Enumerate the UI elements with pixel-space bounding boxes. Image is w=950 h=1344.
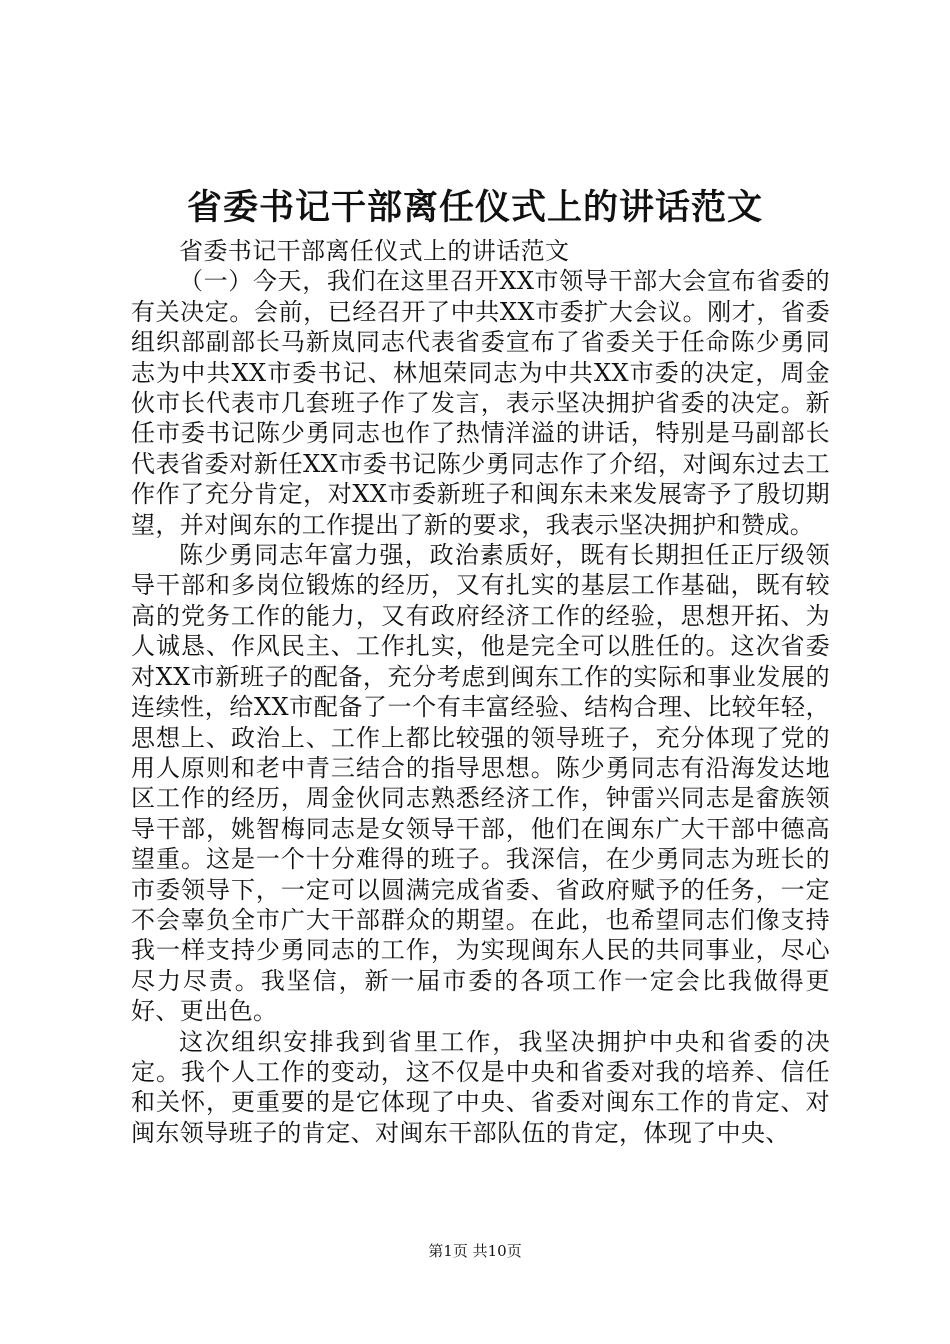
paragraph-subtitle: 省委书记干部离任仪式上的讲话范文 (179, 237, 570, 265)
document-body (131, 236, 830, 1148)
paragraph-3: 这次组织安排我到省里工作，我坚决拥护中央和省委的决定。我个人工作的变动，这不仅是中央和省委对我的培养、信任和关怀，更重要的是它体现了中央、省委对闽东工作的肯定、对闽东领导班子的肯定、对闽东干部队伍的肯定，体现了中央、 (131, 1027, 830, 1147)
paragraph-1: （一）今天，我们在这里召开XX市领导干部大会宣布省委的有关决定。会前，已经召开了中共XX市委扩大会议。刚才，省委组织部副部长马新岚同志代表省委宣布了省委关于任命陈少勇同志为中共XX市委书记、林旭荣同志为中共XX市委的决定，周金伙市长代表市几套班子作了发言，表示坚决拥护省委的决定。新任市委书记陈少勇同志也作了热情洋溢的讲话，特别是马副部长代表省委对新任XX市委书记陈少勇同志作了介绍，对闽东过去工作作了充分肯定，对XX市委新班子和闽东未来发展寄予了殷切期望，并对闽东的工作提出了新的要求，我表示坚决拥护和赞成。 (131, 267, 830, 539)
paragraph-2: 陈少勇同志年富力强，政治素质好，既有长期担任正厅级领导干部和多岗位锻炼的经历，又有扎实的基层工作基础，既有较高的党务工作的能力，又有政府经济工作的经验，思想开拓、为人诚恳、作风民主、工作扎实，他是完全可以胜任的。这次省委对XX市新班子的配备，充分考虑到闽东工作的实际和事业发展的连续性，给XX市配备了一个有丰富经验、结构合理、比较年轻，思想上、政治上、工作上都比较强的领导班子，充分体现了党的用人原则和老中青三结合的指导思想。陈少勇同志有沿海发达地区工作的经历，周金伙同志熟悉经济工作，钟雷兴同志是畲族领导干部，姚智梅同志是女领导干部，他们在闽东广大干部中德高望重。这是一个十分难得的班子。我深信，在少勇同志为班长的市委领导下，一定可以圆满完成省委、省政府赋予的任务，一定不会辜负全市广大干部群众的期望。在此，也希望同志们像支持我一样支持少勇同志的工作，为实现闽东人民的共同事业，尽心尽力尽责。我坚信，新一届市委的各项工作一定会比我做得更好、更出色。 (131, 541, 830, 1026)
page-footer: 第1页 共10页 (428, 1242, 522, 1260)
document-title: 省委书记干部离任仪式上的讲话范文 (186, 187, 763, 228)
